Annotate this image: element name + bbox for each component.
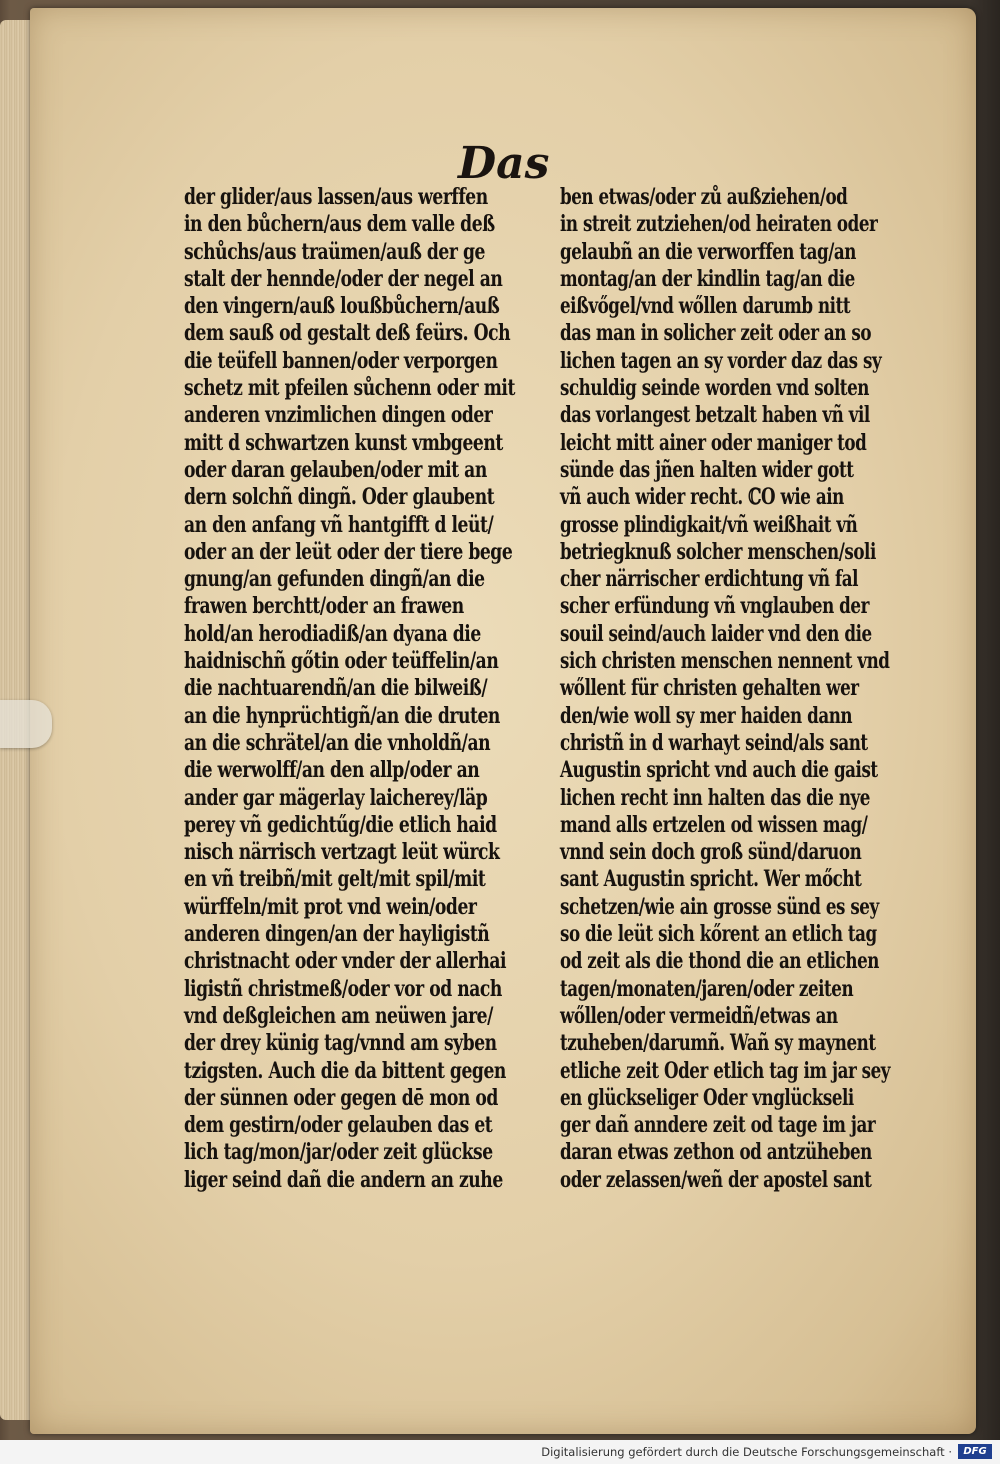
text-line: cher närrischer erdichtung vñ fal [560,566,858,593]
text-line: mitt d schwartzen kunst vmbgeent [184,429,503,456]
text-line: schůchs/aus traümen/auß der ge [184,238,485,265]
text-line: oder an der leüt oder der tiere bege [184,538,513,565]
text-line: anderen vnzimlichen dingen oder [184,402,493,429]
text-line: der glider/aus lassen/aus werffen [184,184,488,210]
text-line: tagen/monaten/jaren/oder zeiten [560,975,854,1002]
text-line: den/wie woll sy mer haiden dann [560,702,853,729]
text-line: das man in solicher zeit oder an so [560,320,872,347]
text-line: gelaubñ an die verworffen tag/an [560,238,856,265]
text-line: die werwolff/an den allp/oder an [184,757,480,784]
text-line: tzuheben/darumñ. Wañ sy maynent [560,1030,876,1057]
text-line: an den anfang vñ hantgifft d leüt/ [184,511,494,538]
page-clip [0,700,52,748]
text-line: lichen recht inn halten das die nye [560,784,870,811]
text-line: od zeit als die thond die an etlichen [560,948,879,975]
text-line: nisch närrisch vertzagt leüt würck [184,839,500,866]
text-line: an die hynprüchtigñ/an die druten [184,702,500,729]
text-line: sünde das jñen halten wider gott [560,456,854,483]
text-line: wőllen/oder vermeidñ/etwas an [560,1002,838,1029]
text-line: wőllent für christen gehalten wer [560,675,859,702]
text-line: anderen dingen/an der hayligistñ [184,921,490,948]
dfg-logo: DFG [958,1444,992,1459]
text-line: leicht mitt ainer oder maniger tod [560,429,867,456]
text-line: dem sauß od gestalt deß feürs. Och [184,320,511,347]
text-line: in streit zutziehen/od heiraten oder [560,211,878,238]
text-line: stalt der hennde/oder der negel an [184,265,503,292]
text-line: vñ auch wider recht. ℂO wie ain [560,484,844,511]
text-line: en glückseliger Oder vnglückseli [560,1084,854,1111]
text-line: vnd deßgleichen am neüwen jare/ [184,1002,493,1029]
text-line: schuldig seinde worden vnd solten [560,375,869,402]
text-line: ger dañ anndere zeit od tage im jar [560,1112,876,1139]
text-line: der drey künig tag/vnnd am syben [184,1030,497,1057]
text-line: tzigsten. Auch die da bittent gegen [184,1057,506,1084]
text-line: ander gar mägerlay laicherey/läp [184,784,488,811]
text-line: hold/an herodiadiß/an dyana die [184,620,481,647]
text-line: haidnischñ gőtin oder teüffelin/an [184,648,499,675]
text-line: die teüfell bannen/oder verporgen [184,347,498,374]
text-line: perey vñ gedichtűg/die etlich haid [184,811,497,838]
funding-credit: Digitalisierung gefördert durch die Deutsche Forschungsgemeinschaft · [541,1445,952,1459]
text-line: ligistñ christmeß/oder vor od nach [184,975,502,1002]
text-line: daran etwas zethon od antzüheben [560,1139,872,1166]
text-line: schetz mit pfeilen sůchenn oder mit [184,375,515,402]
text-line: sant Augustin spricht. Wer mőcht [560,866,862,893]
text-line: grosse plindigkait/vñ weißhait vñ [560,511,858,538]
text-line: das vorlangest betzalt haben vñ vil [560,402,870,429]
text-line: oder daran gelauben/oder mit an [184,456,487,483]
text-line: lich tag/mon/jar/oder zeit glückse [184,1139,493,1166]
text-line: frawen berchtt/oder an frawen [184,593,464,620]
text-line: betriegknuß solcher menschen/soli [560,538,876,565]
text-line: schetzen/wie ain grosse sünd es sey [560,893,879,920]
text-line: die nachtuarendñ/an die bilweiß/ [184,675,488,702]
text-line: mand alls ertzelen od wissen mag/ [560,811,868,838]
text-line: würffeln/mit prot vnd wein/oder [184,893,477,920]
text-line: souil seind/auch laider vnd den die [560,620,872,647]
text-line: en vñ treibñ/mit gelt/mit spil/mit [184,866,486,893]
text-line: etliche zeit Oder etlich tag im jar sey [560,1057,891,1084]
text-line: in den bůchern/aus dem valle deß [184,211,495,238]
text-line: dern solchñ dingñ. Oder glaubent [184,484,495,511]
text-line: Augustin spricht vnd auch die gaist [560,757,878,784]
text-line: der sünnen oder gegen dē mon od [184,1084,498,1111]
text-line: den vingern/auß loußbůchern/auß [184,293,500,320]
text-line: scher erfündung vñ vnglauben der [560,593,869,620]
text-line: liger seind dañ die andern an zuhe [184,1166,503,1193]
right-text-column [560,184,930,1194]
footer-bar [0,1440,1000,1464]
text-line: vnnd sein doch groß sünd/daruon [560,839,862,866]
text-line: oder zelassen/weñ der apostel sant [560,1166,872,1193]
text-line: montag/an der kindlin tag/an die [560,265,855,292]
text-line: sich christen menschen nennent vnd [560,648,890,675]
text-line: gnung/an gefunden dingñ/an die [184,566,485,593]
text-line: christñ in d warhayt seind/als sant [560,729,868,756]
text-line: christnacht oder vnder der allerhai [184,948,507,975]
text-line: so die leüt sich kőrent an etlich tag [560,921,877,948]
left-text-column [184,184,544,1194]
text-line: dem gestirn/oder gelauben das et [184,1112,493,1139]
text-line: an die schrätel/an die vnholdñ/an [184,729,491,756]
text-line: eißvőgel/vnd wőllen darumb nitt [560,293,851,320]
text-line: lichen tagen an sy vorder daz das sy [560,347,882,374]
running-head: Das [458,138,550,189]
text-line: ben etwas/oder zů außziehen/od [560,184,848,210]
